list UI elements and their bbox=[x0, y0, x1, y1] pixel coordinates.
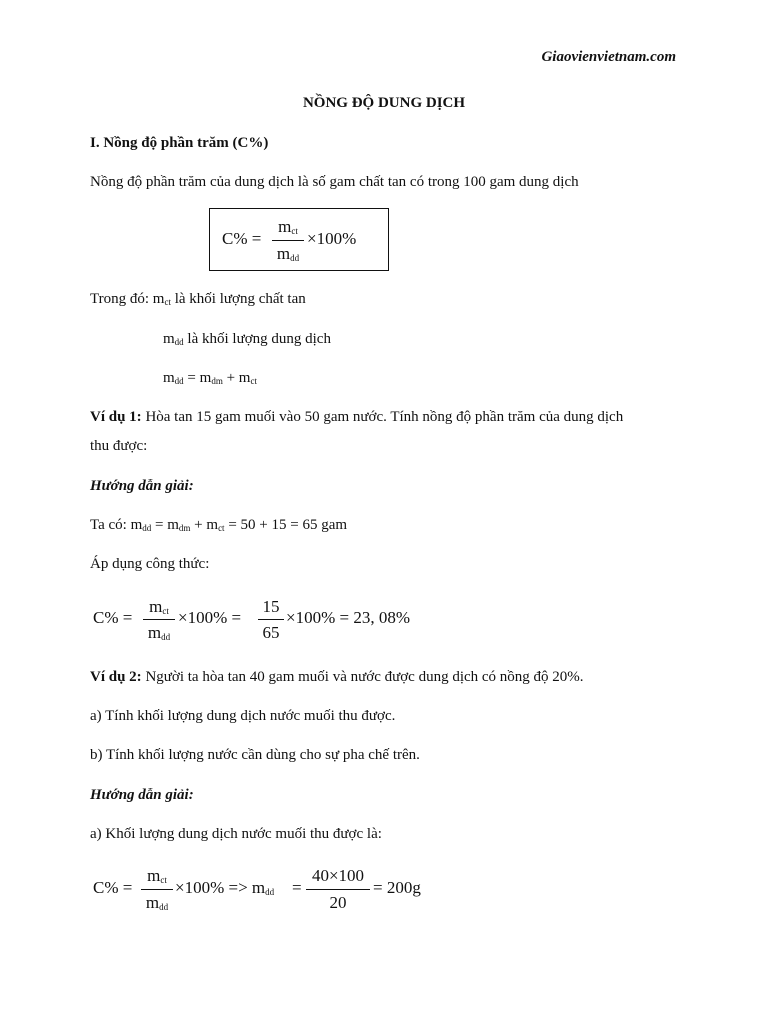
site-header: Giaovienvietnam.com bbox=[541, 49, 676, 65]
section-heading: I. Nồng độ phần trăm (C%) bbox=[90, 135, 269, 151]
formula-denominator: $m_{dd}$ bbox=[276, 244, 300, 263]
formula-numerator: $m_{ct}$ bbox=[278, 217, 298, 236]
ex2-fraction-bar bbox=[141, 889, 173, 890]
where-line-2: $m_{dd}$ là khối lượng dung dịch bbox=[163, 331, 331, 347]
ex2-numerator-2: 40×100 bbox=[311, 866, 365, 885]
ex2-formula-eq: = bbox=[292, 878, 302, 897]
example2-text: Ví dụ 2: Người ta hòa tan 40 gam muối và nước được dung dịch có nồng độ 20%. bbox=[90, 669, 584, 685]
ex1-fraction-bar bbox=[143, 619, 175, 620]
ex2-numerator: $m_{ct}$ bbox=[147, 866, 167, 885]
ex2-formula-result: = 200g bbox=[373, 878, 421, 897]
where-line-3: $m_{dd} = m_{dm} + m_{ct}$ bbox=[163, 370, 257, 386]
ex2-formula-lhs: C% = bbox=[93, 878, 133, 897]
ex1-denominator: $m_{dd}$ bbox=[147, 623, 171, 642]
example2-question-b: b) Tính khối lượng nước cần dùng cho sự pha chế trên. bbox=[90, 747, 420, 763]
ex1-formula-lhs: C% = bbox=[93, 608, 133, 627]
ex1-formula-result: ×100% = 23, 08% bbox=[286, 608, 410, 627]
formula-rhs: ×100% bbox=[307, 229, 357, 248]
guide-heading-1: Hướng dẫn giải: bbox=[90, 478, 194, 494]
example2-question-a: a) Tính khối lượng dung dịch nước muối thu được. bbox=[90, 708, 396, 724]
formula-box bbox=[209, 208, 389, 271]
ex1-formula-mid: ×100% = bbox=[178, 608, 242, 627]
example1-step1: Ta có: $m_{dd} = m_{dm} + m_{ct} = 50 + 15 = 65$ gam bbox=[90, 517, 348, 533]
ex1-fraction-bar-2 bbox=[258, 619, 284, 620]
definition-text: Nồng độ phần trăm của dung dịch là số gam chất tan có trong 100 gam dung dịch bbox=[90, 174, 579, 190]
example1-text: Ví dụ 1: Hòa tan 15 gam muối vào 50 gam nước. Tính nồng độ phần trăm của dung dịch bbox=[90, 409, 624, 425]
ex1-numerator-2: 15 bbox=[262, 597, 280, 616]
ex2-fraction-bar-2 bbox=[306, 889, 370, 890]
ex2-denominator-2: 20 bbox=[329, 893, 347, 912]
fraction-bar bbox=[272, 240, 304, 241]
formula-lhs: C% = bbox=[222, 229, 262, 248]
guide-heading-2: Hướng dẫn giải: bbox=[90, 787, 194, 803]
ex2-formula-mid: $\times 100\% => m_{dd}$ bbox=[175, 878, 275, 897]
ex2-denominator: $m_{dd}$ bbox=[145, 893, 169, 912]
page-title: NỒNG ĐỘ DUNG DỊCH bbox=[302, 95, 466, 111]
where-line-1: Trong đó: $m_{ct}$ là khối lượng chất tan bbox=[90, 291, 306, 307]
example2-answer-a: a) Khối lượng dung dịch nước muối thu được là: bbox=[90, 826, 382, 842]
example1-text-cont: thu được: bbox=[90, 438, 148, 454]
ex1-numerator: $m_{ct}$ bbox=[149, 597, 169, 616]
ex1-denominator-2: 65 bbox=[262, 623, 280, 642]
apply-formula-text: Áp dụng công thức: bbox=[90, 556, 210, 572]
